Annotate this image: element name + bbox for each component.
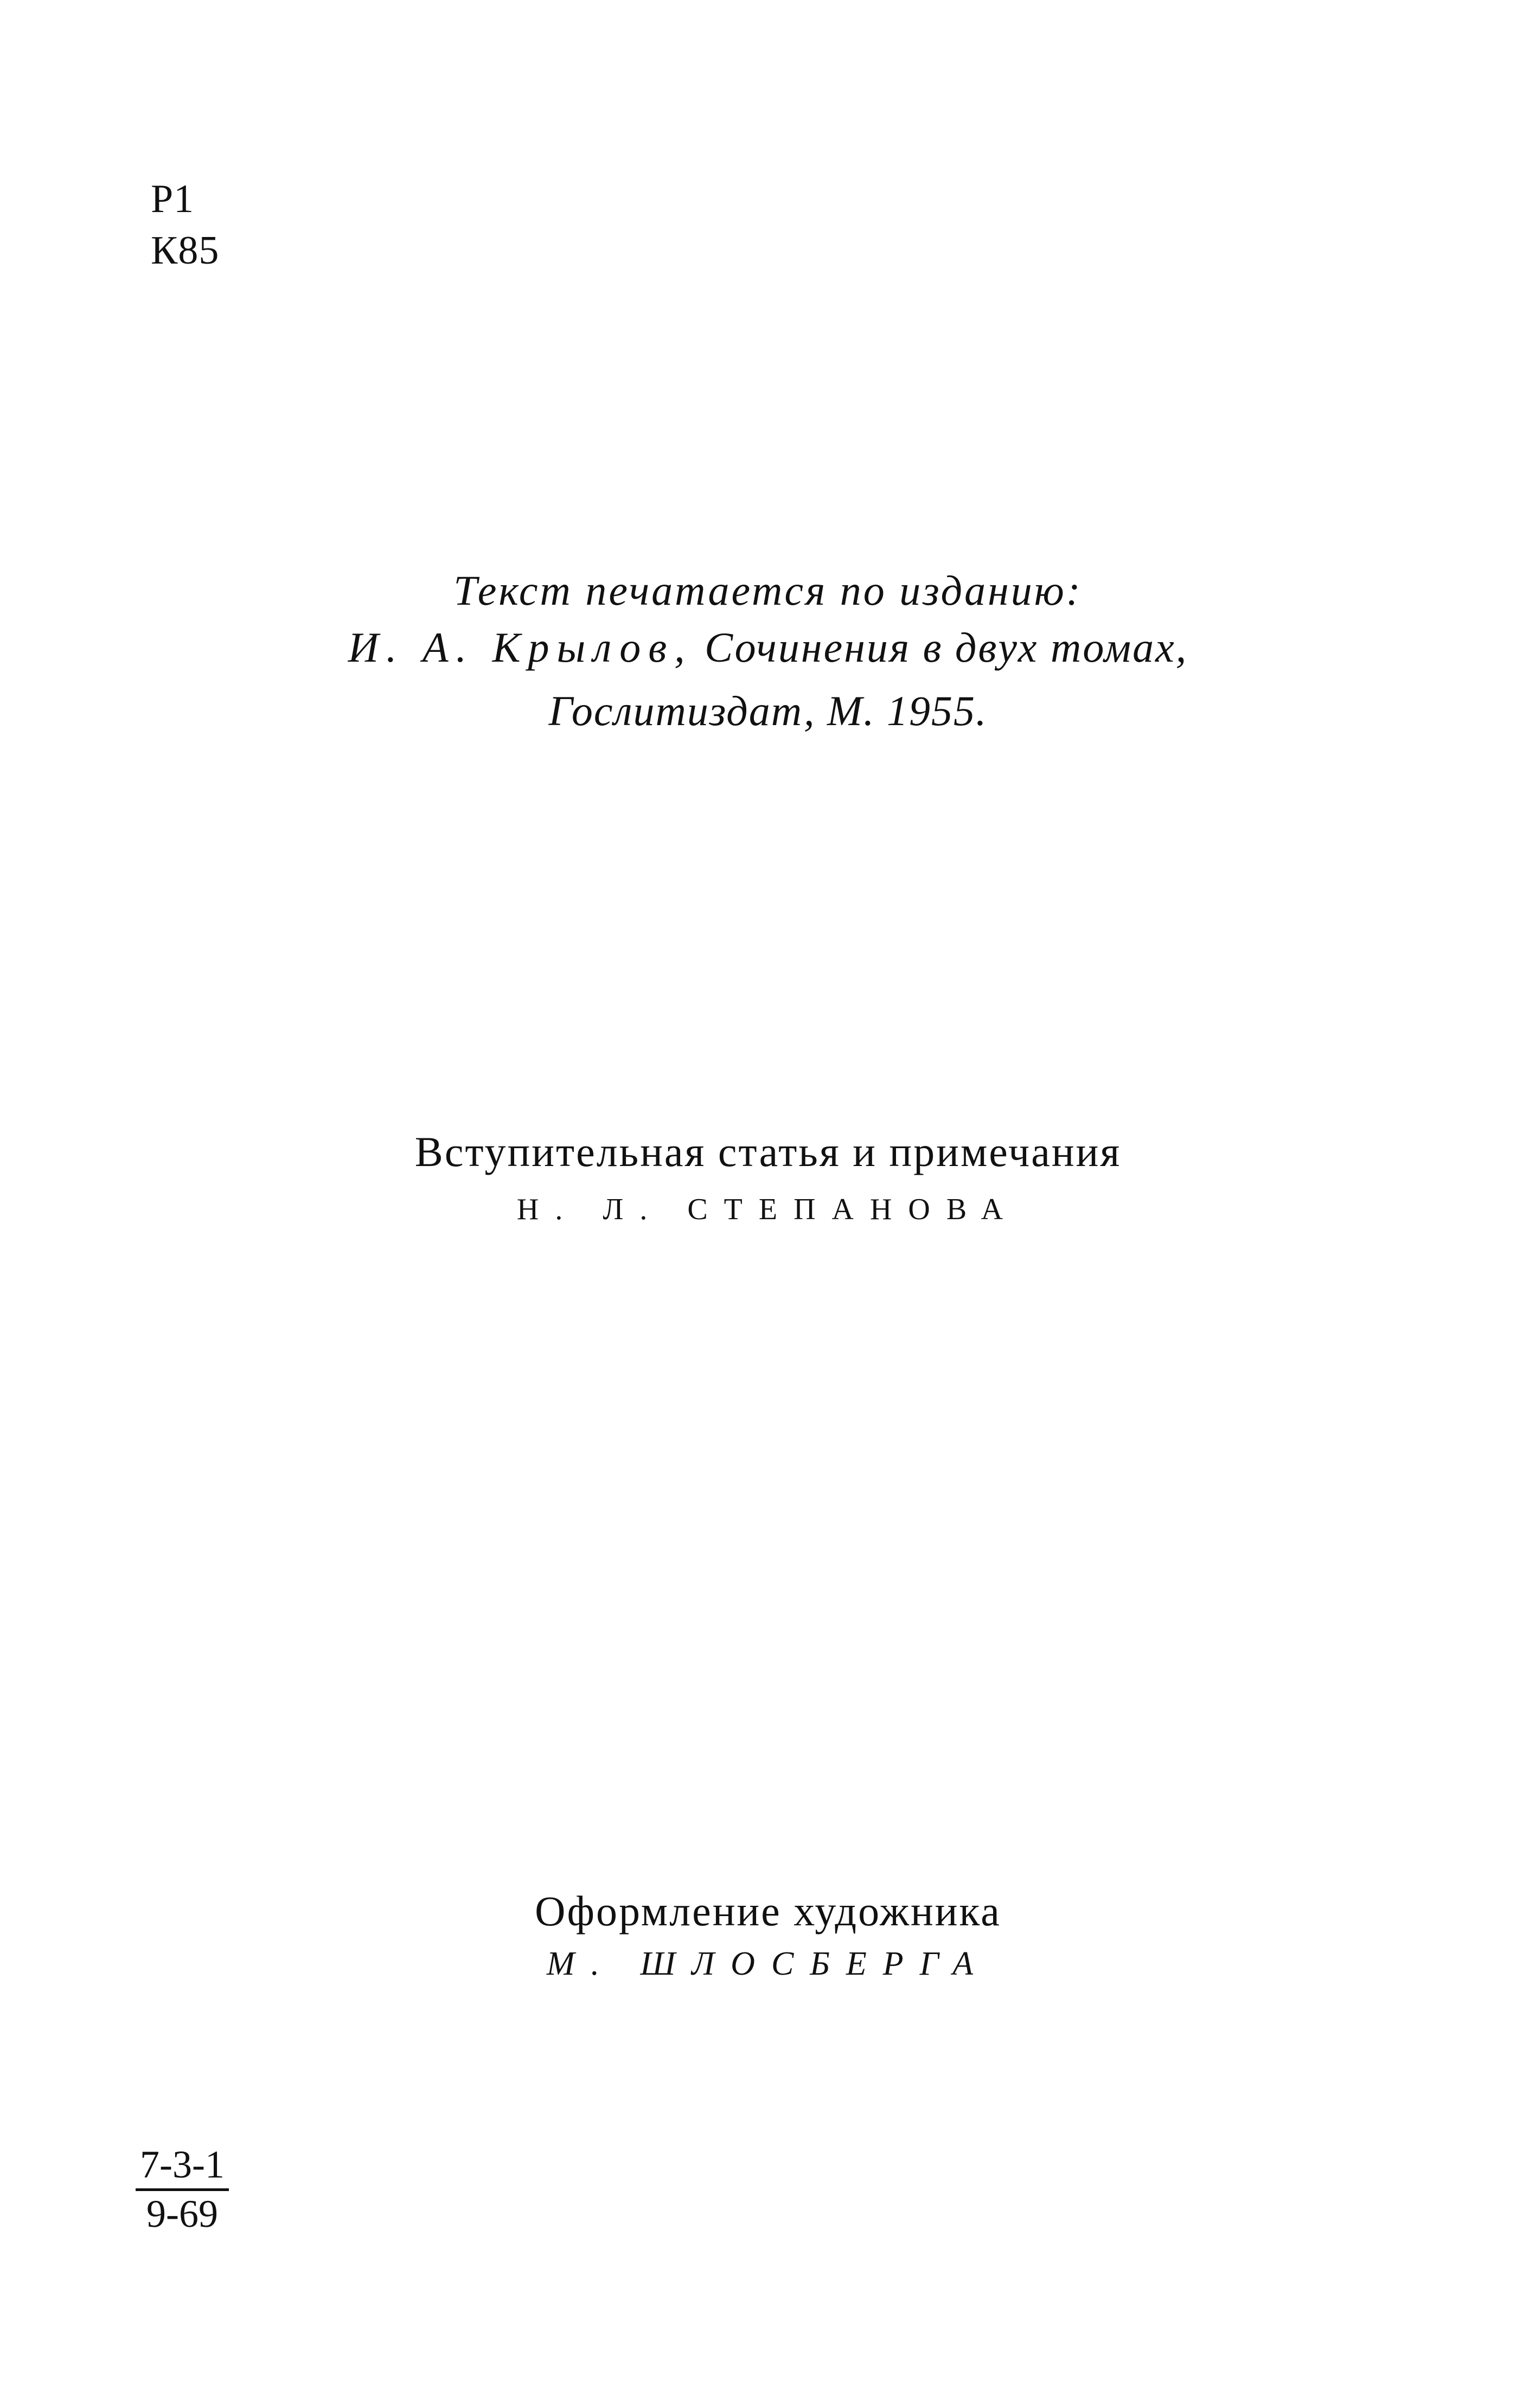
source-author: И. А. Крылов, <box>348 624 693 671</box>
source-note-line-3: Гослитиздат, М. 1955. <box>548 687 988 734</box>
introduction-credit-name: Н. Л. СТЕПАНОВА <box>516 1193 1020 1226</box>
source-note-line-1: Текст печатается по изданию: <box>453 567 1083 614</box>
introduction-credit-label: Вступительная статья и примечания <box>414 1128 1122 1175</box>
design-credit-label: Оформление художника <box>535 1887 1001 1935</box>
source-note-line-2 <box>0 626 1536 669</box>
classification-code-secondary: К85 <box>151 228 220 273</box>
classification-code-primary: Р1 <box>151 177 195 221</box>
catalog-code-fraction <box>133 2143 231 2236</box>
catalog-code-numerator: 7-3-1 <box>140 2143 225 2186</box>
catalog-code-denominator: 9-69 <box>146 2192 218 2236</box>
source-title: Сочинения в двух томах, <box>705 624 1188 671</box>
design-credit-name: М. ШЛОСБЕРГА <box>546 1945 990 1982</box>
